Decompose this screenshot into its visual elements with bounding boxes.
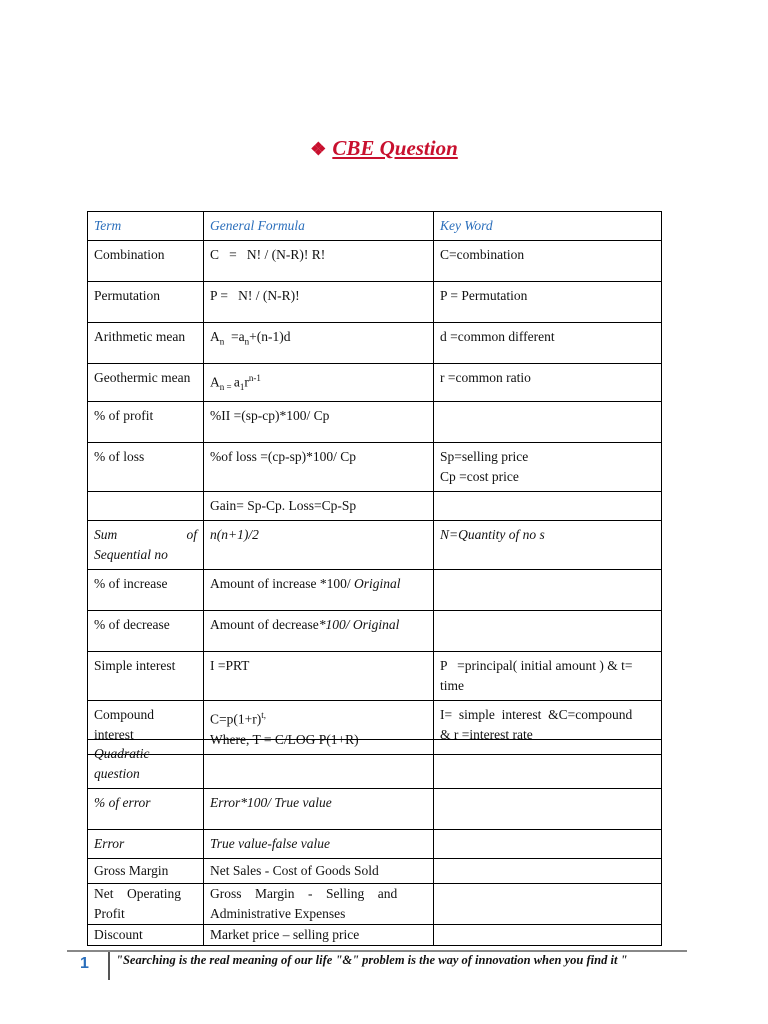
table-row bbox=[88, 884, 662, 925]
keyword-cell: d =common different bbox=[434, 323, 662, 364]
header-general-formula: General Formula bbox=[204, 212, 434, 241]
table-row bbox=[88, 859, 662, 884]
term-cell: % of error bbox=[88, 789, 204, 830]
keyword-cell: r =common ratio bbox=[434, 364, 662, 402]
formula-cell: Gross Margin - Selling and Administrative Expenses bbox=[204, 884, 434, 925]
footer-quote: "Searching is the real meaning of our life "&" problem is the way of innovation when you find it " bbox=[116, 953, 628, 967]
table-row bbox=[88, 282, 662, 323]
table-row bbox=[88, 402, 662, 443]
table-row bbox=[88, 570, 662, 611]
table-row bbox=[88, 521, 662, 570]
formula-cell: n(n+1)/2 bbox=[204, 521, 434, 570]
table-header-row bbox=[88, 212, 662, 241]
keyword-cell bbox=[434, 492, 662, 521]
term-cell: Simple interest bbox=[88, 652, 204, 701]
keyword-cell: P =principal( initial amount ) & t= time bbox=[434, 652, 662, 701]
keyword-cell bbox=[434, 925, 662, 946]
term-cell: % of loss bbox=[88, 443, 204, 492]
formula-table-2 bbox=[87, 739, 662, 946]
term-cell: % of increase bbox=[88, 570, 204, 611]
keyword-cell bbox=[434, 402, 662, 443]
footer-divider bbox=[67, 950, 687, 952]
table-row bbox=[88, 241, 662, 282]
table-row bbox=[88, 323, 662, 364]
term-cell: Error bbox=[88, 830, 204, 859]
table-row bbox=[88, 925, 662, 946]
keyword-cell bbox=[434, 789, 662, 830]
keyword-cell: C=combination bbox=[434, 241, 662, 282]
keyword-cell: N=Quantity of no s bbox=[434, 521, 662, 570]
term-cell: Geothermic mean bbox=[88, 364, 204, 402]
formula-cell: %of loss =(cp-sp)*100/ Cp bbox=[204, 443, 434, 492]
formula-table bbox=[87, 211, 662, 755]
term-cell: % of decrease bbox=[88, 611, 204, 652]
formula-cell: $C=p(1+r)^{t,}$ Where, T = C/LOG P(1+R) bbox=[204, 701, 434, 755]
term-cell: Gross Margin bbox=[88, 859, 204, 884]
term-cell: % of profit bbox=[88, 402, 204, 443]
table-row bbox=[88, 740, 662, 789]
keyword-cell: Sp=selling price Cp =cost price bbox=[434, 443, 662, 492]
keyword-cell bbox=[434, 830, 662, 859]
term-cell: Compound interest bbox=[88, 701, 204, 755]
term-cell: Discount bbox=[88, 925, 204, 946]
table-row bbox=[88, 364, 662, 402]
keyword-cell: P = Permutation bbox=[434, 282, 662, 323]
table-row bbox=[88, 830, 662, 859]
term-cell: Quadratic question bbox=[88, 740, 204, 789]
keyword-cell: I= simple interest &C=compound & r =interest rate bbox=[434, 701, 662, 755]
formula-cell: True value-false value bbox=[204, 830, 434, 859]
table-row bbox=[88, 492, 662, 521]
header-key-word: Key Word bbox=[434, 212, 662, 241]
formula-cell: $A_n$ $_=$ $a_1r^{n-1}$ bbox=[204, 364, 434, 402]
formula-cell: P = N! / (N-R)! bbox=[204, 282, 434, 323]
term-cell: Combination bbox=[88, 241, 204, 282]
table-row bbox=[88, 652, 662, 701]
formula-cell: %II =(sp-cp)*100/ Cp bbox=[204, 402, 434, 443]
formula-cell: C = N! / (N-R)! R! bbox=[204, 241, 434, 282]
page-number: 1 bbox=[80, 955, 89, 972]
keyword-cell bbox=[434, 859, 662, 884]
keyword-cell bbox=[434, 570, 662, 611]
table-row bbox=[88, 789, 662, 830]
formula-cell: $A_n =a_n+(n-1)d$ bbox=[204, 323, 434, 364]
formula-cell: Error*100/ True value bbox=[204, 789, 434, 830]
formula-cell bbox=[204, 740, 434, 789]
page-title: ❖ CBE Question bbox=[310, 136, 458, 160]
keyword-cell bbox=[434, 611, 662, 652]
term-cell: Sum of Sequential no bbox=[88, 521, 204, 570]
term-cell: Permutation bbox=[88, 282, 204, 323]
formula-cell: I =PRT bbox=[204, 652, 434, 701]
formula-cell: Amount of increase *100/ Original bbox=[204, 570, 434, 611]
keyword-cell bbox=[434, 884, 662, 925]
table-row bbox=[88, 611, 662, 652]
header-term: Term bbox=[88, 212, 204, 241]
formula-cell: Market price – selling price bbox=[204, 925, 434, 946]
term-cell: Net Operating Profit bbox=[88, 884, 204, 925]
formula-cell: Net Sales - Cost of Goods Sold bbox=[204, 859, 434, 884]
diamond-bullet-icon: ❖ bbox=[310, 139, 327, 159]
table-row bbox=[88, 443, 662, 492]
formula-cell: Amount of decrease*100/ Original bbox=[204, 611, 434, 652]
footer-vertical-divider bbox=[108, 952, 110, 980]
term-cell: Arithmetic mean bbox=[88, 323, 204, 364]
keyword-cell bbox=[434, 740, 662, 789]
term-cell bbox=[88, 492, 204, 521]
formula-cell: Gain= Sp-Cp. Loss=Cp-Sp bbox=[204, 492, 434, 521]
